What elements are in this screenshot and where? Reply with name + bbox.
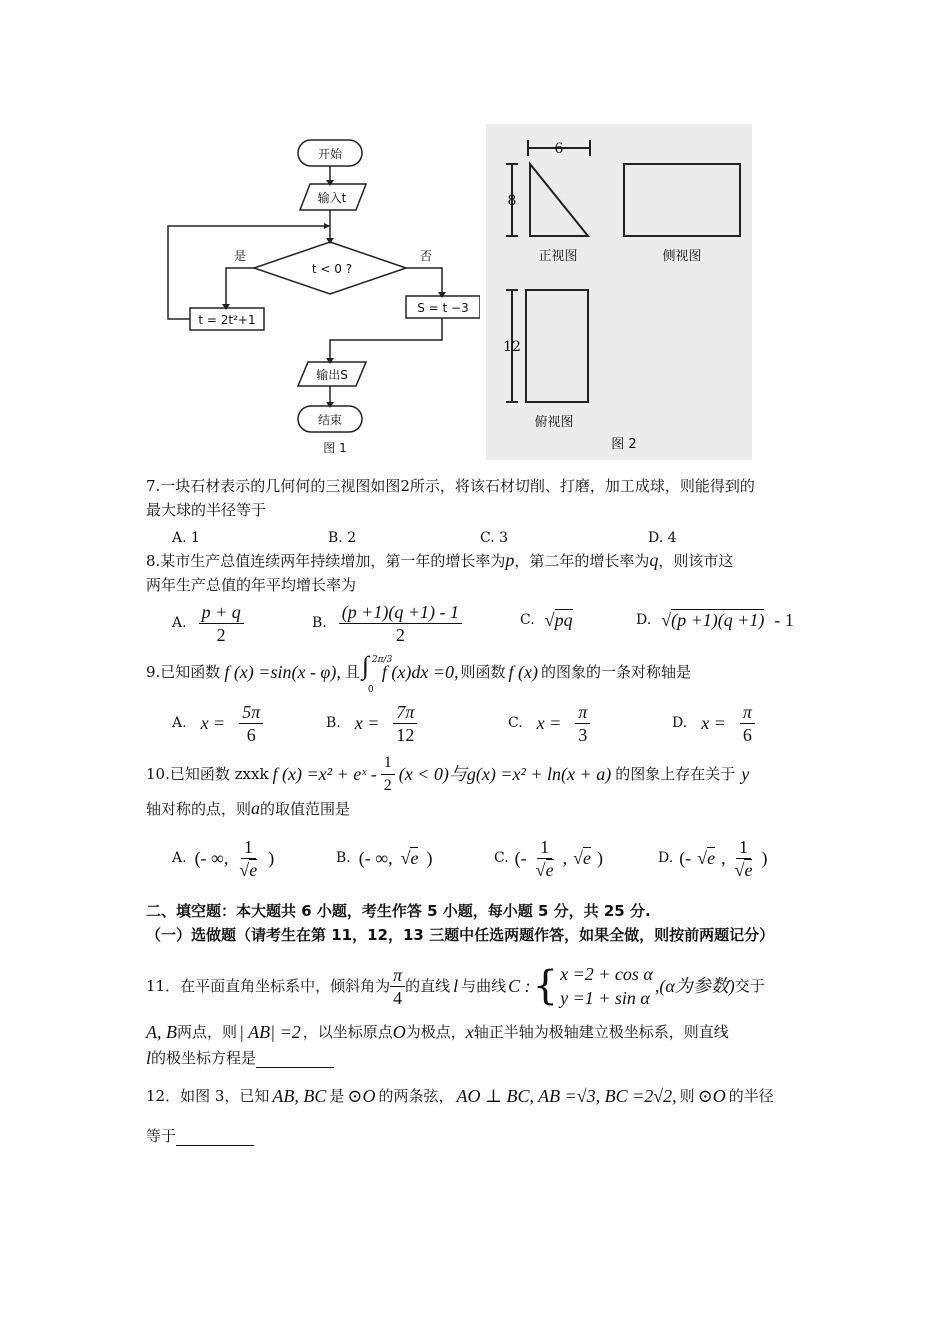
q10-option-d-radicand: e bbox=[707, 848, 716, 868]
q11-brace: { bbox=[532, 963, 559, 1009]
q10-function-f-part1: f (x) =x² + eˣ - bbox=[272, 764, 377, 784]
flow-yes-label: 是 bbox=[233, 249, 247, 263]
q8-option-d-radicand: (p +1)(q +1) bbox=[671, 610, 765, 630]
q10-option-d-numerator: 1 bbox=[736, 836, 751, 859]
q11-stem-part7: 为极点， bbox=[405, 1023, 466, 1041]
q8-option-c-radicand: pq bbox=[554, 610, 573, 630]
q11-stem-part9: 的极坐标方程是 bbox=[151, 1049, 257, 1067]
q11-var-x: x bbox=[465, 1022, 474, 1042]
q10-option-d: D. (- √e , $\frac{1}{√e}$ ) bbox=[658, 836, 768, 880]
q9-option-b bbox=[326, 698, 417, 748]
q9-option-c-label: C. bbox=[508, 715, 523, 731]
q8-stem-part3: ，则该市这 bbox=[658, 552, 734, 570]
q8-var-p: p bbox=[505, 550, 515, 570]
q11-points: A, B bbox=[146, 1022, 177, 1042]
q7-stem-line1: 7.一块石材表示的几何何的三视图如图2所示，将该石材切削、打磨，加工成球，则能得到的 bbox=[146, 477, 755, 495]
q10-option-c-comma: , bbox=[562, 848, 568, 868]
q9-option-a-fraction bbox=[239, 701, 263, 746]
flow-decision-label: t < 0 ? bbox=[311, 262, 353, 276]
q10-half-denominator: 2 bbox=[383, 776, 392, 794]
q12-stem-part5: 的半径 bbox=[728, 1087, 774, 1105]
q8-stem-line2: 两年生产总值的年平均增长率为 bbox=[146, 576, 357, 594]
q9-option-c-fraction bbox=[575, 701, 590, 746]
q8-option-c-sqrt: √pq bbox=[544, 610, 573, 630]
q10-option-b-label: B. bbox=[336, 850, 351, 866]
q12-answer-blank[interactable] bbox=[176, 1129, 254, 1146]
q8-option-d-label: D. bbox=[636, 612, 652, 628]
q12-stem-part3: 的两条弦， bbox=[378, 1087, 454, 1105]
q9-option-d-lhs: x = bbox=[701, 713, 726, 733]
q11-curve-label: C : bbox=[508, 976, 531, 996]
figure-2-caption: 图 2 bbox=[611, 437, 637, 452]
q9-stem-part4: 的图象的一条对称轴是 bbox=[541, 663, 692, 681]
q7-option-a: A. 1 bbox=[172, 530, 200, 546]
q10-option-a bbox=[172, 832, 274, 884]
side-view-label: 侧视图 bbox=[662, 249, 702, 264]
q12-circle-ref: ⊙O bbox=[697, 1086, 726, 1106]
q12-condition: AO ⊥ BC, AB =√3, BC =2√2, bbox=[456, 1086, 677, 1106]
q7-option-b: B. 2 bbox=[328, 530, 357, 546]
q10-option-a-numerator: 1 bbox=[241, 836, 256, 859]
q8-option-a-numerator: p + q bbox=[199, 601, 244, 624]
q10-option-a-label: A. bbox=[172, 850, 187, 866]
dim-6-label: 6 bbox=[554, 141, 564, 157]
q9-option-c-numerator: π bbox=[575, 701, 590, 724]
q8-option-b-numerator: (p +1)(q +1) - 1 bbox=[339, 601, 462, 624]
flow-left-box-label: t = 2t²+1 bbox=[198, 313, 256, 327]
q9-option-d-denominator: 6 bbox=[742, 724, 752, 745]
q9-option-a-lhs: x = bbox=[200, 713, 226, 733]
q9-option-a-label: A. bbox=[172, 715, 187, 731]
q11-param-note: ,(α为参数) bbox=[654, 976, 735, 996]
q11-stem-part3: 与曲线 bbox=[461, 977, 507, 995]
figure-1-flowchart bbox=[160, 130, 480, 460]
q9-option-d-fraction bbox=[740, 701, 755, 746]
q11-stem-part2: 的直线 bbox=[405, 977, 451, 995]
q10-option-d-fraction: $\frac{1}{√e}$ bbox=[734, 836, 753, 880]
q9-option-b-fraction bbox=[393, 701, 417, 746]
flow-right-box-label: S = t −3 bbox=[417, 301, 469, 315]
q10-option-d-open: (- bbox=[679, 848, 692, 868]
q11-answer-blank[interactable] bbox=[256, 1051, 334, 1068]
q9-option-b-denominator: 12 bbox=[396, 724, 415, 745]
q8-option-c-label: C. bbox=[520, 612, 535, 628]
q10-stem-part1: 10.已知函数 zxxk bbox=[146, 765, 269, 783]
q9-stem bbox=[146, 651, 692, 695]
q9-integral-upper: 2π/3 bbox=[371, 655, 393, 665]
q9-option-c-denominator: 3 bbox=[578, 724, 588, 745]
q11-stem-part5: 两点，则 bbox=[177, 1023, 238, 1041]
section-2-subtitle: （一）选做题（请考生在第 11，12，13 三题中任选两题作答，如果全做，则按前两题记分） bbox=[146, 926, 775, 944]
q11-var-l-2: l bbox=[146, 1048, 152, 1068]
q10-option-c-label: C. bbox=[494, 850, 509, 866]
q11-stem-line1 bbox=[146, 958, 765, 1014]
q9-stem-part3: 则函数 bbox=[460, 663, 506, 681]
q10-option-d-comma: , bbox=[721, 848, 726, 868]
q9-integral: ∫ 2π/3 0 bbox=[360, 652, 382, 692]
q8-stem-part2: ，第二年的增长率为 bbox=[514, 552, 650, 570]
q11-origin: O bbox=[392, 1022, 406, 1042]
q9-option-d-numerator: π bbox=[740, 701, 755, 724]
dim-8-label: 8 bbox=[507, 193, 517, 209]
q8-var-q: q bbox=[649, 550, 659, 570]
q11-stem-part6: ，以坐标原点 bbox=[302, 1023, 393, 1041]
q9-integrand: f (x)dx =0, bbox=[381, 662, 459, 682]
q8-option-a-denominator: 2 bbox=[216, 624, 226, 645]
q10-stem-line2 bbox=[146, 798, 350, 819]
q8-option-b-denominator: 2 bbox=[395, 624, 405, 645]
q10-option-a-denominator: e bbox=[249, 859, 258, 880]
q8-option-a-fraction bbox=[199, 601, 244, 646]
q12-stem-line1 bbox=[146, 1086, 774, 1106]
q10-option-b: B. (- ∞, √e ) bbox=[336, 848, 433, 868]
figure-2-three-views bbox=[486, 124, 752, 460]
q11-angle-fraction bbox=[390, 964, 405, 1009]
q10-option-c-open: (- bbox=[514, 848, 527, 868]
q10-var-y: y bbox=[741, 764, 750, 784]
q8-option-b-fraction bbox=[339, 601, 462, 646]
q9-option-a-numerator: 5π bbox=[239, 701, 263, 724]
q8-option-b-label: B. bbox=[312, 615, 327, 631]
q10-option-c-close: ) bbox=[596, 848, 603, 868]
q11-angle-numerator: π bbox=[390, 964, 405, 987]
q9-option-a-denominator: 6 bbox=[246, 724, 256, 745]
q12-stem-part2: 是 bbox=[329, 1087, 345, 1105]
q12-circle: ⊙O bbox=[347, 1086, 376, 1106]
q11-angle-denominator: 4 bbox=[393, 987, 403, 1008]
q10-half-fraction bbox=[381, 752, 395, 797]
figure-1-caption: 图 1 bbox=[323, 441, 347, 455]
q12-stem-part6: 等于 bbox=[146, 1127, 177, 1145]
q10-option-b-close: ) bbox=[426, 848, 433, 868]
q10-var-a: a bbox=[251, 798, 261, 818]
q7-option-c: C. 3 bbox=[480, 530, 509, 546]
q10-option-c-numerator: 1 bbox=[537, 836, 552, 859]
q10-stem-part4: 的取值范围是 bbox=[260, 800, 351, 818]
q9-option-b-numerator: 7π bbox=[393, 701, 417, 724]
q9-option-b-lhs: x = bbox=[354, 713, 380, 733]
q11-stem-line3 bbox=[146, 1048, 334, 1068]
q8-option-d-tail: - 1 bbox=[774, 610, 794, 630]
q10-stem-part3: 轴对称的点，则 bbox=[146, 800, 252, 818]
q11-stem-part4: 交于 bbox=[734, 977, 765, 995]
q8-option-b bbox=[312, 598, 462, 648]
q9-function: f (x) =sin(x - φ), bbox=[224, 662, 341, 682]
flow-output-label: 输出S bbox=[316, 368, 348, 382]
q8-option-a bbox=[172, 598, 244, 648]
q8-option-d bbox=[636, 610, 794, 630]
q9-option-c-lhs: x = bbox=[536, 713, 562, 733]
q10-option-d-label: D. bbox=[658, 850, 674, 866]
top-view-label: 俯视图 bbox=[534, 415, 574, 430]
flow-input-label: 输入t bbox=[317, 191, 347, 205]
flow-end-label: 结束 bbox=[317, 413, 343, 427]
q9-option-d bbox=[672, 698, 755, 748]
q10-stem-part2: 的图象上存在关于 bbox=[615, 765, 736, 783]
q8-stem-line1 bbox=[146, 550, 733, 571]
q11-eq-x: x =2 + cos α bbox=[560, 964, 653, 984]
q12-stem-part1: 12．如图 3，已知 bbox=[146, 1087, 270, 1105]
q10-option-a-open: (- ∞, bbox=[194, 848, 229, 868]
q7-stem-line2: 最大球的半径等于 bbox=[146, 501, 267, 519]
q9-option-d-label: D. bbox=[672, 715, 688, 731]
q10-option-a-fraction: $\frac{1}{√e}$ bbox=[239, 836, 258, 880]
q10-function-f-part2: (x < 0)与g(x) =x² + ln(x + a) bbox=[398, 764, 612, 784]
q11-stem-line2 bbox=[146, 1022, 729, 1042]
q11-var-l: l bbox=[453, 976, 459, 996]
q10-option-b-open: (- ∞, bbox=[358, 848, 393, 868]
q9-function-ref: f (x) bbox=[508, 662, 539, 682]
q10-option-c-fraction: $\frac{1}{√e}$ bbox=[535, 836, 554, 880]
q10-option-d-denominator: e bbox=[744, 859, 753, 880]
q9-stem-part1: 9.已知函数 bbox=[146, 663, 221, 681]
q7-option-d: D. 4 bbox=[648, 530, 677, 546]
q8-option-c bbox=[520, 610, 573, 630]
dim-12-label: 12 bbox=[503, 339, 521, 355]
q12-stem-part4: 则 bbox=[679, 1087, 695, 1105]
q11-stem-part8: 轴正半轴为极轴建立极坐标系，则直线 bbox=[473, 1023, 729, 1041]
q10-option-c-denominator: e bbox=[545, 859, 554, 880]
q9-option-a bbox=[172, 698, 263, 748]
q8-option-d-sqrt: √(p +1)(q +1) bbox=[661, 610, 765, 630]
q8-option-a-label: A. bbox=[172, 615, 187, 631]
q10-option-b-radicand: e bbox=[410, 848, 419, 868]
q10-option-c: C. (- $\frac{1}{√e}$ , √e ) bbox=[494, 836, 603, 880]
q10-stem-line1 bbox=[146, 752, 749, 796]
q9-integral-lower: 0 bbox=[367, 685, 374, 695]
section-2-title: 二、填空题：本大题共 6 小题，考生作答 5 小题，每小题 5 分，共 25 分. bbox=[146, 902, 651, 920]
flow-no-label: 否 bbox=[419, 249, 433, 263]
q11-stem-part1: 11．在平面直角坐标系中，倾斜角为 bbox=[146, 977, 391, 995]
q11-eq-y: y =1 + sin α bbox=[560, 988, 650, 1008]
q11-ab-length: | AB| =2 bbox=[239, 1022, 301, 1042]
q8-stem-part1: 8.某市生产总值连续两年持续增加，第一年的增长率为 bbox=[146, 552, 506, 570]
q9-option-b-label: B. bbox=[326, 715, 341, 731]
q12-chords: AB, BC bbox=[272, 1086, 327, 1106]
q11-param-system bbox=[560, 962, 653, 1010]
q10-option-c-radicand: e bbox=[582, 848, 591, 868]
q9-stem-part2: 且 bbox=[344, 663, 360, 681]
q10-option-a-close: ) bbox=[268, 848, 275, 868]
flow-start-label: 开始 bbox=[317, 147, 343, 161]
q9-option-c bbox=[508, 698, 590, 748]
q10-half-numerator: 1 bbox=[381, 752, 395, 775]
front-view-label: 正视图 bbox=[538, 249, 578, 264]
q12-stem-line2 bbox=[146, 1126, 254, 1146]
q10-option-d-close: ) bbox=[761, 848, 768, 868]
